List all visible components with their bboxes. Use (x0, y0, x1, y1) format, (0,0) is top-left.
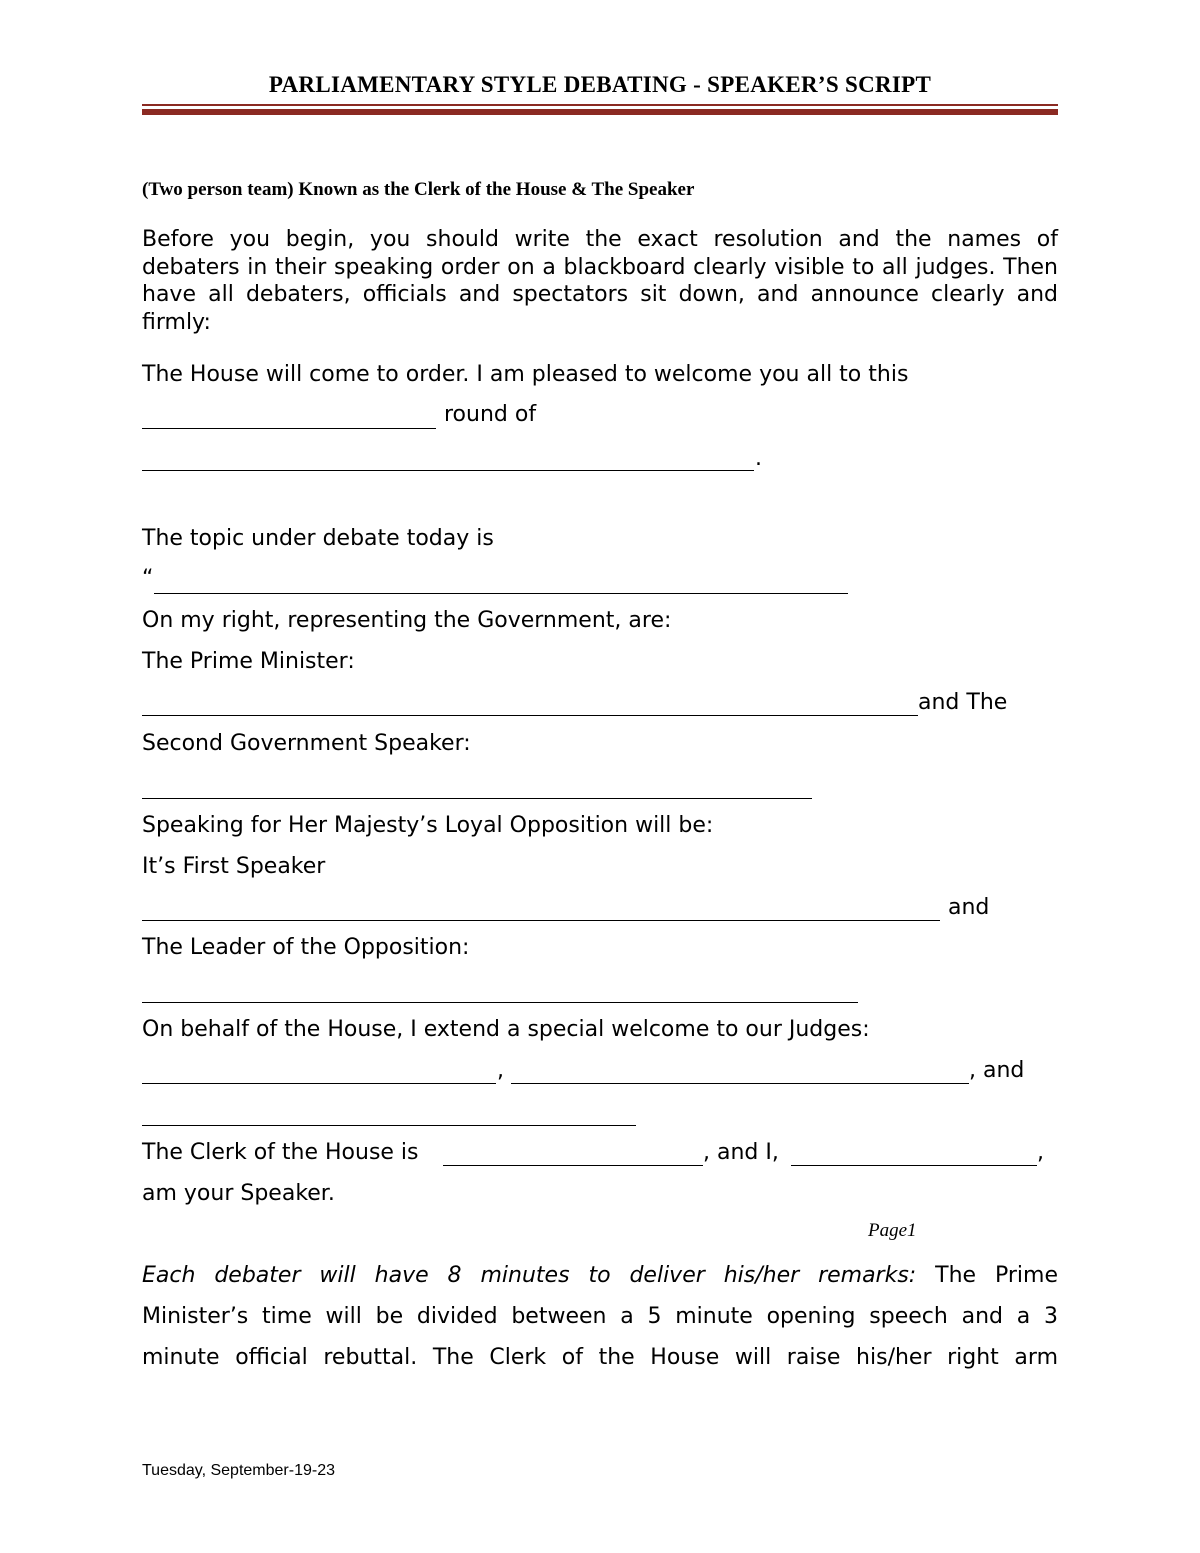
subtitle: (Two person team) Known as the Clerk of the House & The Speaker (142, 179, 695, 200)
page-number: Page1 (868, 1220, 917, 1241)
first-speaker-label: It’s First Speaker (142, 854, 326, 879)
judges-line: On behalf of the House, I extend a special welcome to our Judges: (142, 1017, 870, 1042)
first-speaker-and: and (948, 895, 990, 920)
judge-comma: , (497, 1058, 504, 1083)
timing-line-1-rest: The Prime (935, 1263, 1058, 1288)
prime-minister-label: The Prime Minister: (142, 649, 355, 674)
second-gov-blank (142, 798, 812, 799)
topic-blank (154, 593, 848, 594)
clerk-blank (443, 1165, 703, 1166)
judge-1-blank (142, 1083, 496, 1084)
title-divider-thick (142, 109, 1058, 115)
intro-paragraph: Before you begin, you should write the exact resolution and the names of debaters in their speaking order on a blackboard clearly visible to all judges. Then have all debaters, officials and spectators sit down, and announce clearly and firmly: (142, 227, 1058, 335)
timing-line-1 (142, 1263, 1058, 1288)
topic-line: The topic under debate today is (142, 526, 494, 551)
round-blank (142, 428, 436, 429)
and-i-text: , and I, (703, 1140, 779, 1165)
clerk-label: The Clerk of the House is (142, 1140, 419, 1165)
event-period: . (755, 446, 762, 471)
government-line: On my right, representing the Government, are: (142, 608, 672, 633)
and-the-text: and The (918, 690, 1008, 715)
title-divider-thin (142, 104, 1058, 106)
judge-comma-and: , and (969, 1058, 1025, 1083)
prime-minister-blank (142, 715, 918, 716)
timing-line-2: Minister’s time will be divided between a 5 minute opening speech and a 3 (142, 1304, 1058, 1329)
timing-line-3: minute official rebuttal. The Clerk of the House will raise his/her right arm (142, 1345, 1058, 1370)
judge-2-blank (511, 1083, 969, 1084)
am-speaker-text: am your Speaker. (142, 1181, 335, 1206)
welcome-line: The House will come to order. I am pleased to welcome you all to this (142, 362, 909, 387)
second-gov-label: Second Government Speaker: (142, 731, 471, 756)
leader-blank (142, 1002, 858, 1003)
round-of-text: round of (444, 402, 537, 427)
leader-label: The Leader of the Opposition: (142, 935, 470, 960)
speaker-blank (791, 1165, 1037, 1166)
first-speaker-blank (142, 920, 940, 921)
event-blank (142, 470, 754, 471)
page-title: PARLIAMENTARY STYLE DEBATING - SPEAKER’S SCRIPT (268, 72, 932, 97)
opposition-line: Speaking for Her Majesty’s Loyal Opposition will be: (142, 813, 714, 838)
footer-date: Tuesday, September-19-23 (142, 1462, 335, 1479)
timing-italic: Each debater will have 8 minutes to deliver his/her remarks: (142, 1263, 917, 1288)
judge-3-blank (142, 1125, 636, 1126)
topic-open-quote: “ (142, 566, 154, 591)
speaker-comma: , (1037, 1140, 1044, 1165)
